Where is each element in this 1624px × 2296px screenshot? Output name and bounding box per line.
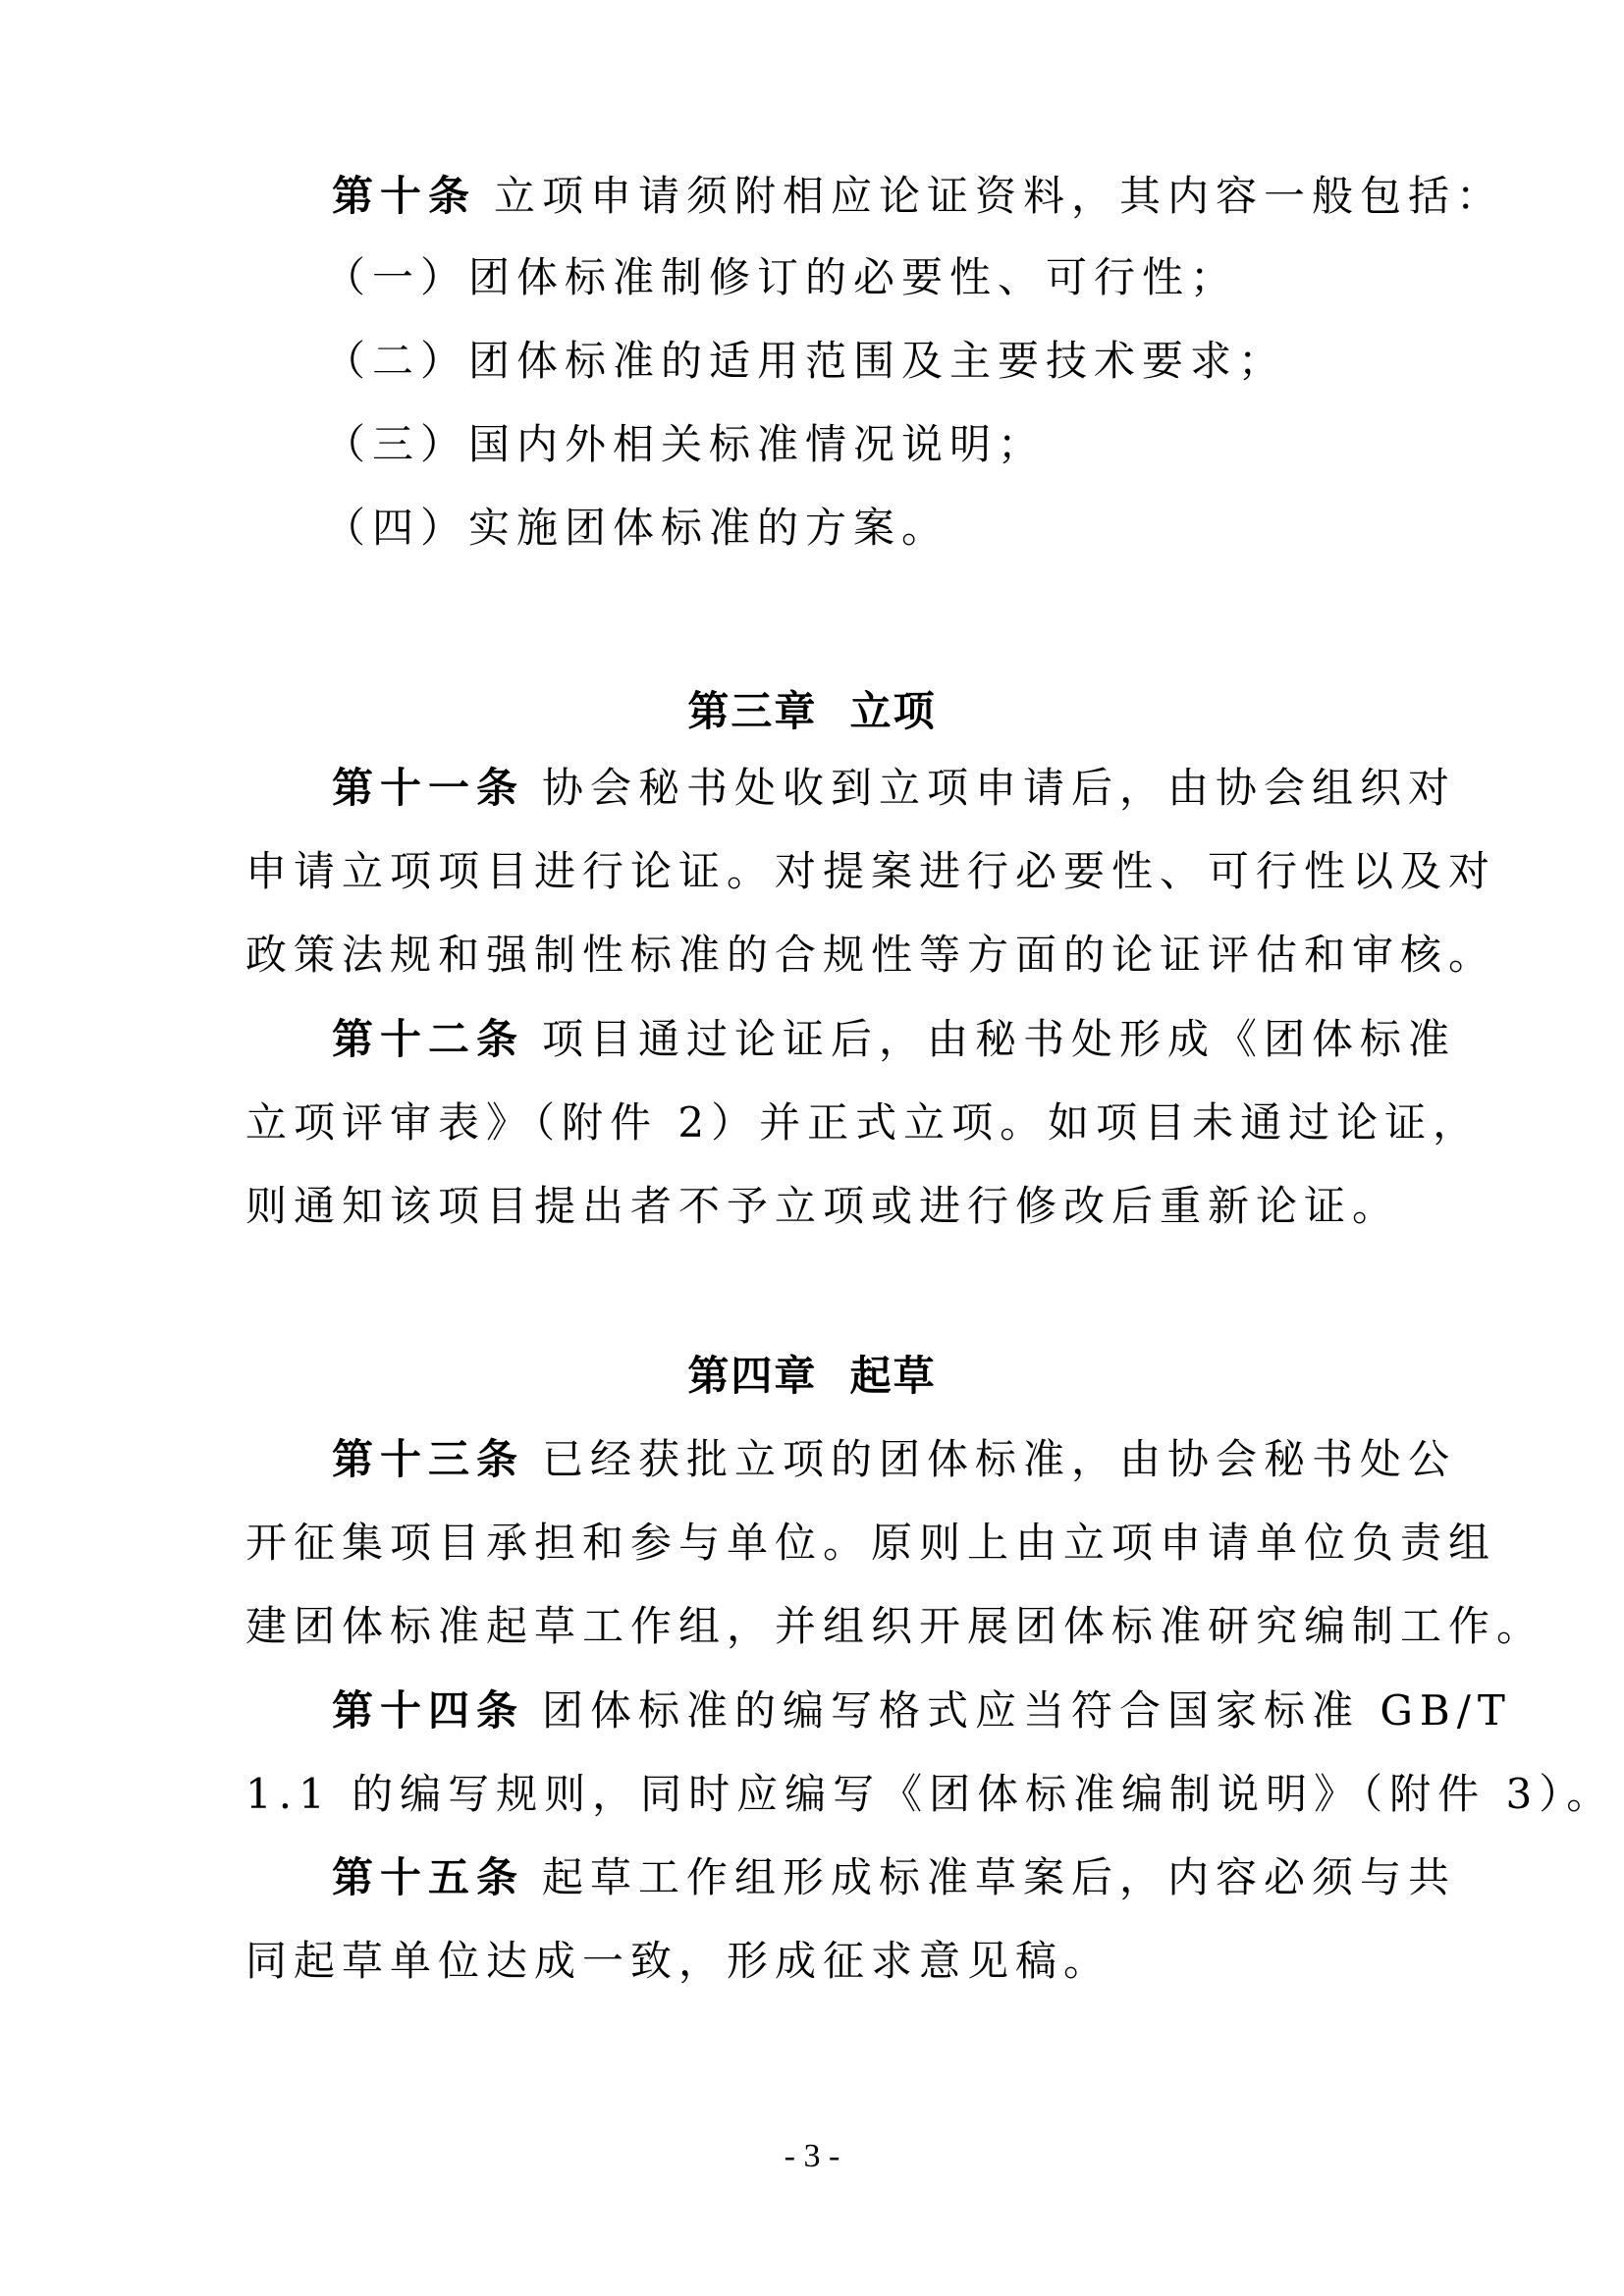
article-11-text-1: 协会秘书处收到立项申请后，由协会组织对 <box>542 764 1457 812</box>
article-10-line-1 <box>332 167 1504 226</box>
article-10-item-2: （二）团体标准的适用范围及主要技术要求； <box>324 337 1287 385</box>
article-12-line-3: 则通知该项目提出者不予立项或进行修改后重新论证。 <box>245 1182 1401 1230</box>
article-12-line-2: 立项评审表》（附件 2）并正式立项。如项目未通过论证， <box>245 1098 1482 1147</box>
article-10-item-4: （四）实施团体标准的方案。 <box>324 504 950 552</box>
article-10-item-1: （一）团体标准制修订的必要性、可行性； <box>324 253 1239 301</box>
article-13-line-1 <box>332 1430 1456 1489</box>
article-13-label: 第十三条 <box>332 1435 525 1483</box>
page-number: - 3 - <box>784 2138 840 2174</box>
article-11-label: 第十一条 <box>332 764 525 812</box>
article-13-line-3: 建团体标准起草工作组，并组织开展团体标准研究编制工作。 <box>245 1602 1545 1650</box>
article-12-text-1: 项目通过论证后，由秘书处形成《团体标准 <box>542 1015 1457 1063</box>
article-14-text-1: 团体标准的编写格式应当符合国家标准 GB/T <box>542 1686 1512 1735</box>
article-15-line-1 <box>332 1848 1456 1907</box>
article-14-label: 第十四条 <box>332 1686 525 1735</box>
article-11-line-3: 政策法规和强制性标准的合规性等方面的论证评估和审核。 <box>245 931 1497 979</box>
chapter-3-heading: 第三章 立项 <box>687 687 937 735</box>
article-15-text-1: 起草工作组形成标准草案后，内容必须与共 <box>542 1853 1457 1901</box>
article-10-text: 立项申请须附相应论证资料，其内容一般包括： <box>494 172 1505 220</box>
article-12-label: 第十二条 <box>332 1015 525 1063</box>
article-11-line-1 <box>332 759 1456 818</box>
article-14-line-2: 1.1 的编写规则，同时应编写《团体标准编制说明》（附件 3）。 <box>245 1770 1615 1818</box>
article-11-line-2: 申请立项项目进行论证。对提案进行必要性、可行性以及对 <box>245 847 1497 895</box>
article-15-line-2: 同起草单位达成一致，形成征求意见稿。 <box>245 1937 1112 1985</box>
chapter-4-heading: 第四章 起草 <box>687 1352 937 1400</box>
article-15-label: 第十五条 <box>332 1853 525 1901</box>
article-14-line-1 <box>332 1682 1512 1740</box>
article-13-text-1: 已经获批立项的团体标准，由协会秘书处公 <box>542 1435 1457 1483</box>
article-10-item-3: （三）国内外相关标准情况说明； <box>324 420 1047 468</box>
article-10-label: 第十条 <box>332 172 477 220</box>
article-13-line-2: 开征集项目承担和参与单位。原则上由立项申请单位负责组 <box>245 1519 1497 1567</box>
article-12-line-1 <box>332 1010 1456 1069</box>
